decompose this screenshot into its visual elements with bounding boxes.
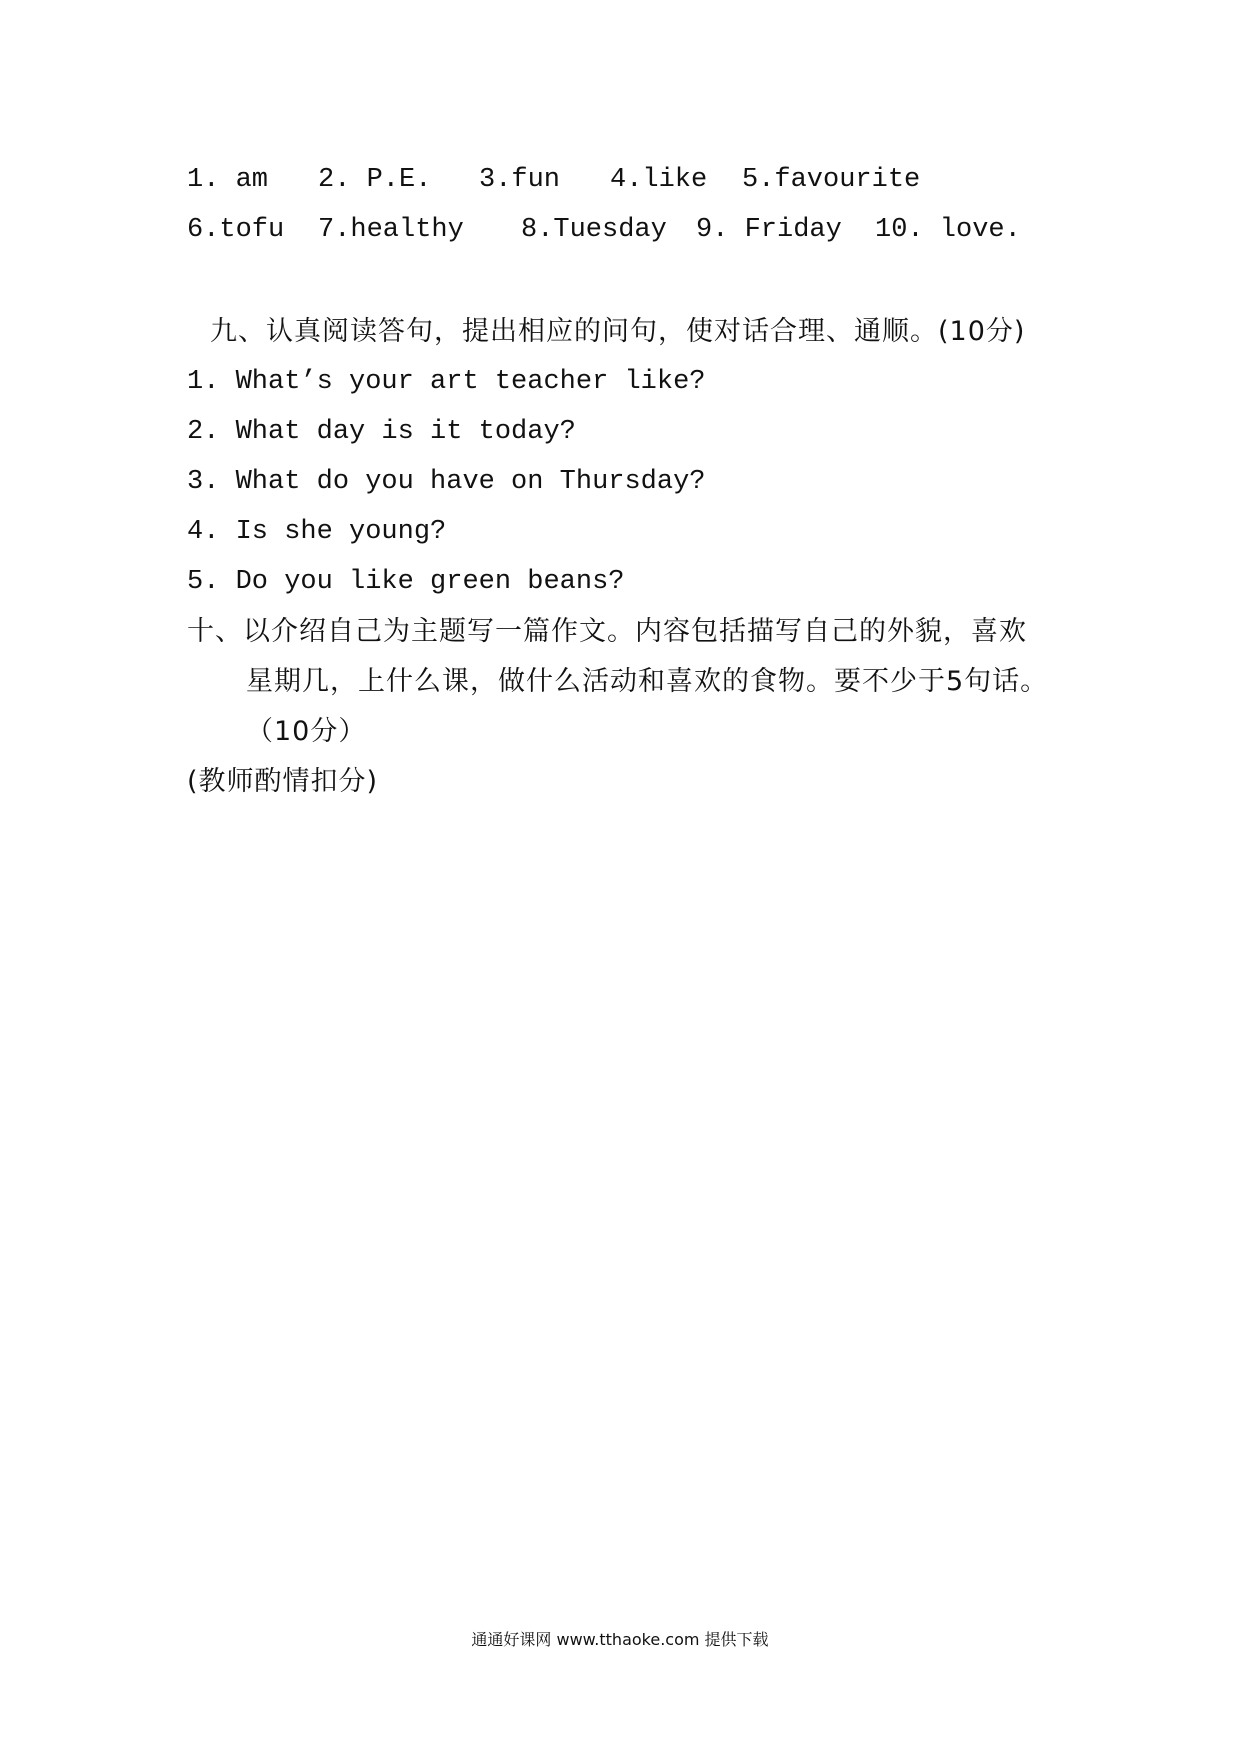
answer-1: 1. am [187, 165, 269, 195]
answer-2: 2. P.E. [318, 165, 432, 195]
answer-7: 7.healthy [318, 215, 464, 245]
answer-4: 4.like [610, 165, 708, 195]
answer-6: 6.tofu [187, 215, 285, 245]
section-9-heading: 九、认真阅读答句，提出相应的问句，使对话合理、通顺。(10分) [210, 316, 1026, 347]
answer-10: 10. love. [875, 215, 1021, 245]
footer-credit: 通通好课网 www.tthaoke.com 提供下载 [471, 1630, 769, 1649]
section-9-item-2: 2. What day is it today? [187, 417, 576, 447]
section-9-item-4: 4. Is she young? [187, 517, 447, 547]
section-9-item-3: 3. What do you have on Thursday? [187, 467, 706, 497]
answer-3: 3.fun [479, 165, 561, 195]
answer-8: 8.Tuesday [521, 215, 667, 245]
answer-9: 9. Friday [696, 215, 842, 245]
section-9-item-5: 5. Do you like green beans? [187, 567, 625, 597]
answer-5: 5.favourite [742, 165, 921, 195]
section-10-note: (教师酌情扣分) [187, 766, 379, 797]
section-10-heading-line-3: （10分） [246, 716, 367, 747]
section-9-item-1: 1. What’s your art teacher like? [187, 367, 706, 397]
section-10-heading-line-2: 星期几，上什么课，做什么活动和喜欢的食物。要不少于5句话。 [246, 666, 1049, 697]
section-10-heading-line-1: 十、以介绍自己为主题写一篇作文。内容包括描写自己的外貌，喜欢 [187, 616, 1027, 647]
